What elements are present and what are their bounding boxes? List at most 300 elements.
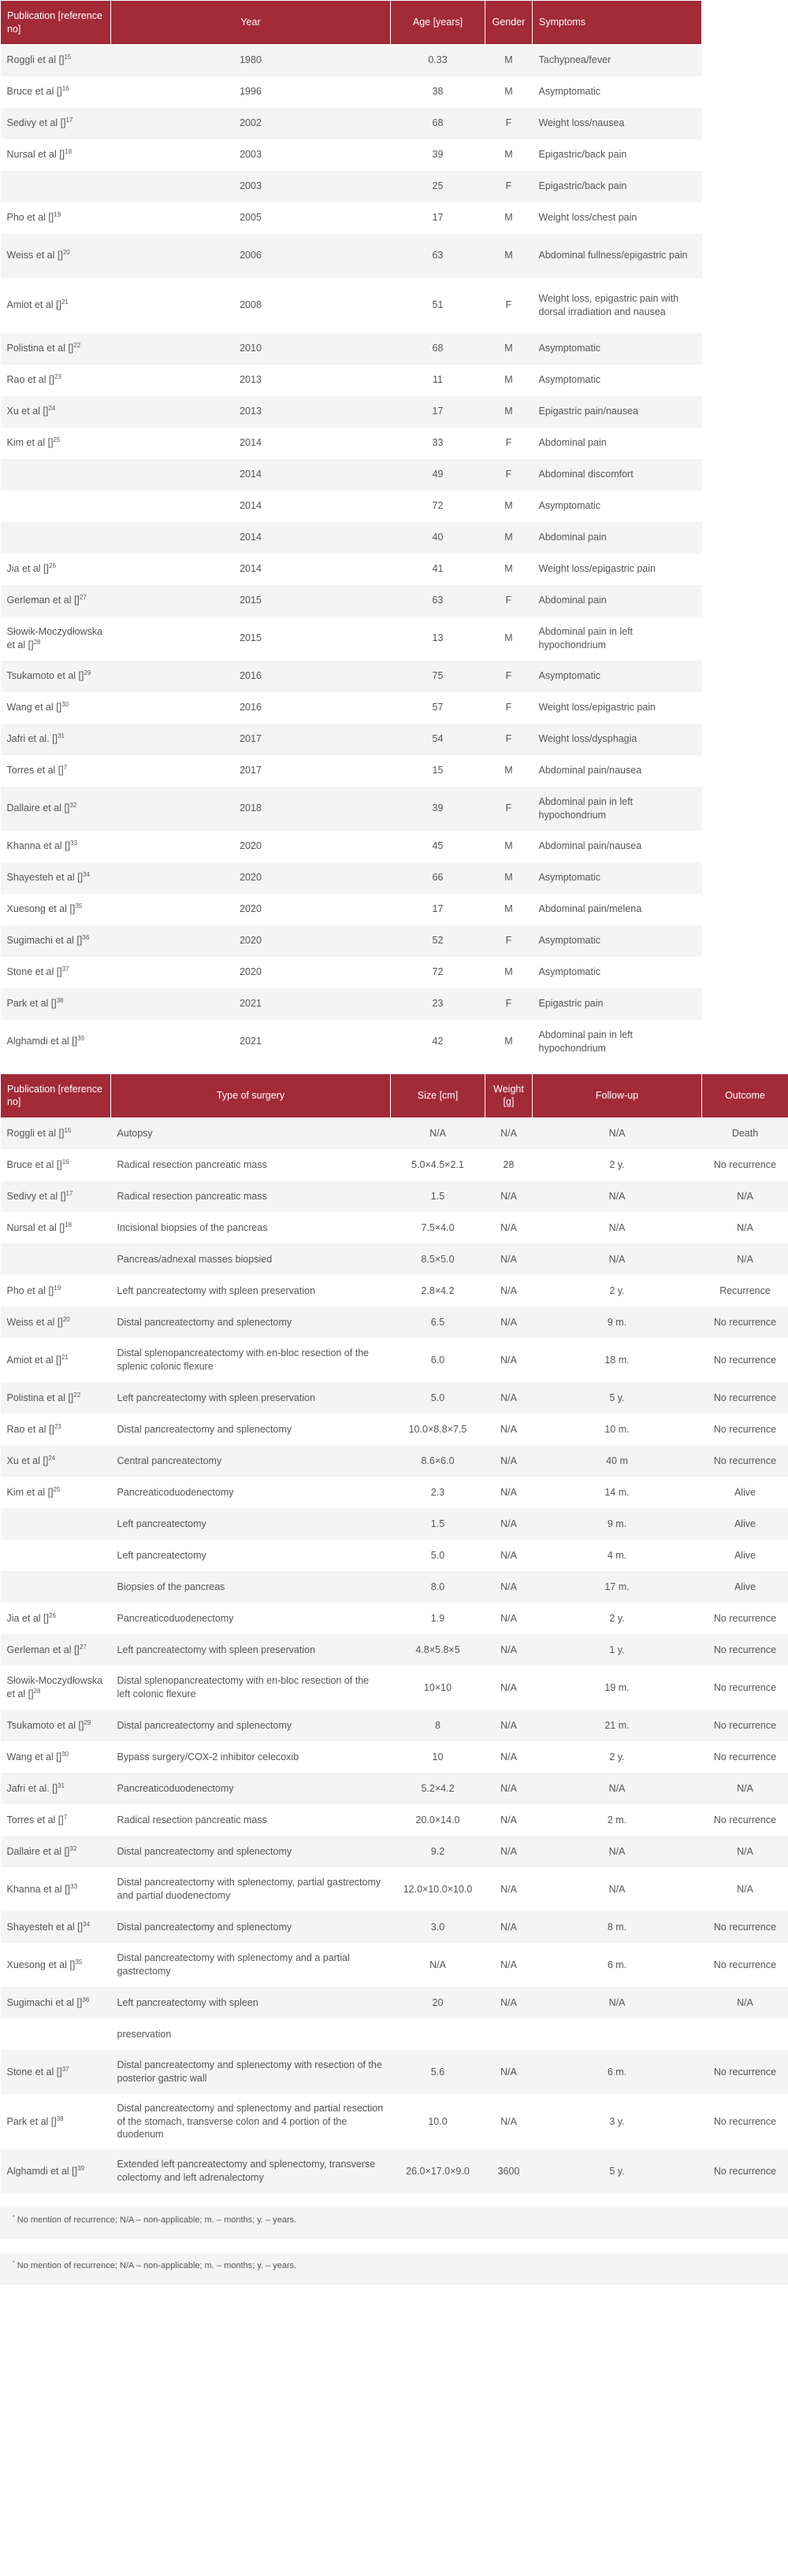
weight-cell: N/A [485, 1382, 533, 1414]
publication-cell [1, 1773, 111, 1804]
symptoms-cell: Asymptomatic [533, 862, 702, 894]
weight-cell: N/A [485, 1181, 533, 1212]
outcome-cell: No recurrence [702, 1804, 788, 1836]
gender-cell: M [485, 831, 533, 862]
publication-name: Wang et al [] [6, 702, 62, 713]
follow-up-cell: 14 m. [533, 1477, 702, 1508]
publication-cell [1, 1118, 111, 1149]
age-cell: 57 [391, 692, 485, 724]
year-cell: 2005 [111, 202, 391, 234]
reference-number: 32 [69, 1844, 77, 1852]
gender-cell: M [485, 554, 533, 585]
publication-cell [1, 1804, 111, 1836]
publication-name: Dallaire et al [] [6, 1845, 70, 1857]
outcome-cell [702, 2018, 788, 2050]
publication-cell [1, 459, 111, 491]
surgery-type-cell: Distal pancreatectomy with splenectomy, partial gastrectomy and partial duodenectomy [111, 1867, 391, 1911]
publication-cell [1, 234, 111, 278]
gender-cell: M [485, 333, 533, 365]
surgery-type-cell: Left pancreatectomy with spleen preservation [111, 1382, 391, 1414]
age-cell: 11 [391, 365, 485, 396]
outcome-cell: No recurrence [702, 1943, 788, 1987]
follow-up-cell: N/A [533, 1836, 702, 1867]
footnote-mark: * [13, 2260, 15, 2267]
outcome-cell: No recurrence [702, 1338, 788, 1382]
reference-number: 26 [49, 1611, 56, 1619]
publication-cell [1, 1477, 111, 1508]
reference-number: 28 [33, 1687, 41, 1695]
surgery-type-cell: preservation [111, 2018, 391, 2050]
publication-name: Wang et al [] [6, 1751, 62, 1762]
size-cell: 5.6 [391, 2050, 485, 2094]
publication-name: Xu et al [] [6, 1455, 49, 1466]
publication-cell [1, 1307, 111, 1338]
weight-cell: N/A [485, 2050, 533, 2094]
publication-cell [1, 1634, 111, 1666]
publication-name: Jia et al [] [6, 1612, 49, 1624]
surgery-type-cell: Distal splenopancreatectomy with en-bloc resection of the splenic colonic flexure [111, 1338, 391, 1382]
publication-cell [1, 428, 111, 459]
publication-name: Pho et al [] [6, 1284, 54, 1296]
table-row [1, 1603, 788, 1634]
follow-up-cell: 2 y. [533, 1149, 702, 1181]
publication-cell [1, 1181, 111, 1212]
table-row [1, 1911, 788, 1943]
weight-cell: N/A [485, 1212, 533, 1244]
year-cell: 2013 [111, 396, 391, 428]
gender-cell: M [485, 365, 533, 396]
surgery-type-cell: Distal pancreatectomy and splenectomy [111, 1307, 391, 1338]
symptoms-cell: Weight loss/nausea [533, 108, 702, 139]
footnote-text: No mention of recurrence; N/A – non-applicable; m. – months; y. – years. [17, 2215, 297, 2225]
follow-up-cell: 2 y. [533, 1741, 702, 1773]
year-cell: 2020 [111, 831, 391, 862]
age-cell: 72 [391, 491, 485, 522]
age-cell: 49 [391, 459, 485, 491]
publication-cell [1, 1603, 111, 1634]
reference-number: 27 [79, 593, 87, 601]
table-row [1, 724, 702, 755]
surgery-type-cell: Left pancreatectomy [111, 1540, 391, 1571]
publication-cell [1, 1020, 111, 1064]
age-cell: 75 [391, 661, 485, 692]
year-cell: 2018 [111, 787, 391, 831]
table-row [1, 617, 702, 661]
symptoms-cell: Weight loss/chest pain [533, 202, 702, 234]
publication-name: Stone et al [] [6, 2066, 62, 2077]
publication-cell [1, 1666, 111, 1710]
size-cell: 9.2 [391, 1836, 485, 1867]
size-cell: N/A [391, 1943, 485, 1987]
age-cell: 38 [391, 76, 485, 108]
age-cell: 39 [391, 139, 485, 171]
gender-cell: F [485, 428, 533, 459]
publication-cell [1, 1911, 111, 1943]
weight-cell: N/A [485, 1307, 533, 1338]
table-row [1, 522, 702, 554]
gender-cell: M [485, 755, 533, 787]
surgery-type-cell: Distal pancreatectomy and splenectomy with resection of the posterior gastric wall [111, 2050, 391, 2094]
follow-up-cell: N/A [533, 1244, 702, 1275]
follow-up-cell: 21 m. [533, 1710, 702, 1741]
reference-number: 19 [54, 210, 61, 218]
surgery-table-header [1, 1073, 788, 1118]
table-row [1, 45, 702, 76]
table-row [1, 1118, 788, 1149]
table-row [1, 76, 702, 108]
size-cell: 2.3 [391, 1477, 485, 1508]
patient-table-header [1, 1, 702, 45]
surgery-type-cell: Distal pancreatectomy and splenectomy [111, 1710, 391, 1741]
age-cell: 17 [391, 202, 485, 234]
year-cell: 2002 [111, 108, 391, 139]
table-row [1, 2050, 788, 2094]
outcome-cell: Alive [702, 1571, 788, 1603]
header-follow-up: Follow-up [533, 1073, 702, 1118]
surgery-type-cell: Pancreaticoduodenectomy [111, 1603, 391, 1634]
size-cell: 10×10 [391, 1666, 485, 1710]
size-cell: 1.5 [391, 1508, 485, 1540]
table-row [1, 988, 702, 1020]
reference-number: 34 [83, 1920, 90, 1928]
surgery-type-cell: Central pancreatectomy [111, 1445, 391, 1477]
publication-cell [1, 787, 111, 831]
publication-name: Gerleman et al [] [6, 1644, 80, 1655]
header-gender: Gender [485, 1, 533, 45]
age-cell: 40 [391, 522, 485, 554]
gender-cell: M [485, 45, 533, 76]
reference-number: 39 [77, 1034, 85, 1042]
reference-number: 25 [53, 1485, 61, 1493]
table-row [1, 2094, 788, 2149]
publication-cell [1, 1836, 111, 1867]
reference-number: 22 [73, 341, 81, 349]
size-cell: 5.0×4.5×2.1 [391, 1149, 485, 1181]
table-row [1, 1571, 788, 1603]
year-cell: 2003 [111, 139, 391, 171]
year-cell: 2010 [111, 333, 391, 365]
surgery-type-cell: Radical resection pancreatic mass [111, 1181, 391, 1212]
age-cell: 72 [391, 957, 485, 988]
publication-cell [1, 396, 111, 428]
weight-cell: N/A [485, 1987, 533, 2018]
surgery-type-cell: Biopsies of the pancreas [111, 1571, 391, 1603]
table-row [1, 1741, 788, 1773]
table-row [1, 365, 702, 396]
publication-cell [1, 692, 111, 724]
publication-cell [1, 1571, 111, 1603]
symptoms-cell: Weight loss/epigastric pain [533, 554, 702, 585]
age-cell: 45 [391, 831, 485, 862]
outcome-cell: No recurrence [702, 1382, 788, 1414]
year-cell: 2020 [111, 925, 391, 957]
size-cell: 8.5×5.0 [391, 1244, 485, 1275]
reference-number: 35 [75, 902, 83, 910]
size-cell: 10.0 [391, 2094, 485, 2149]
publication-name: Gerleman et al [] [6, 595, 80, 606]
publication-name: Słowik-Moczydłowska et al [] [6, 625, 103, 650]
follow-up-cell: 19 m. [533, 1666, 702, 1710]
publication-name: Amiot et al [] [6, 1354, 61, 1366]
publication-cell [1, 1382, 111, 1414]
outcome-cell: No recurrence [702, 1634, 788, 1666]
size-cell: N/A [391, 1118, 485, 1149]
gender-cell: F [485, 661, 533, 692]
table-row [1, 2018, 788, 2050]
outcome-cell: No recurrence [702, 1741, 788, 1773]
reference-number: 19 [54, 1284, 61, 1292]
table-row [1, 1020, 702, 1064]
follow-up-cell: 18 m. [533, 1338, 702, 1382]
symptoms-cell: Abdominal pain [533, 428, 702, 459]
publication-name: Rao et al [] [6, 1423, 54, 1435]
reference-number: 20 [62, 248, 70, 256]
publication-name: Rao et al [] [6, 374, 54, 386]
surgery-table [0, 1073, 788, 2194]
year-cell: 2020 [111, 862, 391, 894]
surgery-type-cell: Distal pancreatectomy and splenectomy [111, 1836, 391, 1867]
publication-name: Khanna et al [] [6, 1883, 71, 1895]
outcome-cell: Alive [702, 1508, 788, 1540]
outcome-cell: N/A [702, 1987, 788, 2018]
publication-name: Sugimachi et al [] [6, 935, 83, 947]
reference-number: 25 [53, 436, 61, 443]
publication-name: Polistina et al [] [6, 343, 74, 354]
weight-cell: N/A [485, 1338, 533, 1382]
publication-name: Jafri et al. [] [6, 733, 58, 745]
gender-cell: M [485, 617, 533, 661]
gender-cell: M [485, 139, 533, 171]
age-cell: 17 [391, 396, 485, 428]
symptoms-cell: Abdominal pain/nausea [533, 831, 702, 862]
age-cell: 63 [391, 234, 485, 278]
publication-cell [1, 1338, 111, 1382]
follow-up-cell: 10 m. [533, 1414, 702, 1445]
publication-name: Nursal et al [] [6, 149, 65, 161]
table-row [1, 925, 702, 957]
publication-name: Roggli et al [] [6, 54, 65, 66]
year-cell: 2014 [111, 522, 391, 554]
size-cell: 1.5 [391, 1181, 485, 1212]
symptoms-cell: Epigastric pain [533, 988, 702, 1020]
table-row [1, 1987, 788, 2018]
table-row [1, 428, 702, 459]
gender-cell: M [485, 862, 533, 894]
table-row [1, 1867, 788, 1911]
table-row [1, 491, 702, 522]
age-cell: 13 [391, 617, 485, 661]
publication-name: Amiot et al [] [6, 299, 61, 311]
table-row [1, 1275, 788, 1307]
weight-cell: N/A [485, 1867, 533, 1911]
outcome-cell: N/A [702, 1244, 788, 1275]
year-cell: 2003 [111, 171, 391, 202]
header-size: Size [cm] [391, 1073, 485, 1118]
gender-cell: F [485, 724, 533, 755]
publication-name: Kim et al [] [6, 1486, 54, 1498]
surgery-type-cell: Distal pancreatectomy and splenectomy [111, 1911, 391, 1943]
publication-name: Xuesong et al [] [6, 903, 76, 915]
surgery-type-cell: Pancreaticoduodenectomy [111, 1477, 391, 1508]
publication-cell [1, 108, 111, 139]
surgery-type-cell: Left pancreatectomy with spleen [111, 1987, 391, 2018]
year-cell: 2006 [111, 234, 391, 278]
table-row [1, 1149, 788, 1181]
reference-number: 33 [70, 839, 78, 847]
age-cell: 33 [391, 428, 485, 459]
publication-cell [1, 1741, 111, 1773]
table-row [1, 1773, 788, 1804]
symptoms-cell: Asymptomatic [533, 661, 702, 692]
size-cell: 6.0 [391, 1338, 485, 1382]
weight-cell: N/A [485, 1540, 533, 1571]
publication-cell [1, 724, 111, 755]
weight-cell: 3600 [485, 2149, 533, 2193]
follow-up-cell: 2 y. [533, 1275, 702, 1307]
size-cell: 26.0×17.0×9.0 [391, 2149, 485, 2193]
weight-cell: N/A [485, 1943, 533, 1987]
publication-name: Park et al [] [6, 2115, 57, 2127]
symptoms-cell: Weight loss, epigastric pain with dorsal irradiation and nausea [533, 278, 702, 333]
symptoms-cell: Asymptomatic [533, 76, 702, 108]
surgery-type-cell: Distal pancreatectomy with splenectomy and a partial gastrectomy [111, 1943, 391, 1987]
size-cell: 5.0 [391, 1540, 485, 1571]
header-age: Age [years] [391, 1, 485, 45]
publication-cell [1, 76, 111, 108]
surgery-type-cell: Bypass surgery/COX-2 inhibitor celecoxib [111, 1741, 391, 1773]
publication-name: Torres et al [] [6, 1814, 64, 1825]
age-cell: 68 [391, 333, 485, 365]
symptoms-cell: Asymptomatic [533, 491, 702, 522]
publication-name: Stone et al [] [6, 966, 62, 978]
weight-cell: N/A [485, 1414, 533, 1445]
table-row [1, 1307, 788, 1338]
publication-name: Alghamdi et al [] [6, 1036, 78, 1047]
table-row [1, 396, 702, 428]
table-row [1, 692, 702, 724]
reference-number: 17 [65, 1189, 73, 1197]
size-cell: 12.0×10.0×10.0 [391, 1867, 485, 1911]
header-outcome: Outcome [702, 1073, 788, 1118]
table-row [1, 1338, 788, 1382]
age-cell: 66 [391, 862, 485, 894]
publication-cell [1, 2149, 111, 2193]
table-row [1, 894, 702, 925]
outcome-cell: Alive [702, 1540, 788, 1571]
size-cell: 1.9 [391, 1603, 485, 1634]
follow-up-cell: 1 y. [533, 1634, 702, 1666]
weight-cell: N/A [485, 1666, 533, 1710]
follow-up-cell: 17 m. [533, 1571, 702, 1603]
table-row [1, 957, 702, 988]
year-cell: 2013 [111, 365, 391, 396]
gender-cell: M [485, 202, 533, 234]
age-cell: 68 [391, 108, 485, 139]
weight-cell: N/A [485, 1804, 533, 1836]
header-surgery-type: Type of surgery [111, 1073, 391, 1118]
size-cell: 2.8×4.2 [391, 1275, 485, 1307]
surgery-type-cell: Radical resection pancreatic mass [111, 1804, 391, 1836]
table-row [1, 1540, 788, 1571]
publication-name: Tsukamoto et al [] [6, 1719, 84, 1731]
reference-number: 24 [48, 404, 56, 412]
weight-cell: N/A [485, 1244, 533, 1275]
follow-up-cell: 2 m. [533, 1804, 702, 1836]
gender-cell: M [485, 234, 533, 278]
publication-name: Torres et al [] [6, 765, 64, 777]
follow-up-cell: 5 y. [533, 1382, 702, 1414]
size-cell: 5.0 [391, 1382, 485, 1414]
follow-up-cell: N/A [533, 1118, 702, 1149]
follow-up-cell: N/A [533, 1867, 702, 1911]
year-cell: 2014 [111, 491, 391, 522]
reference-number: 21 [61, 1353, 69, 1361]
reference-number: 37 [61, 965, 69, 973]
size-cell: 5.2×4.2 [391, 1773, 485, 1804]
publication-cell [1, 554, 111, 585]
symptoms-cell: Abdominal discomfort [533, 459, 702, 491]
publication-cell [1, 2018, 111, 2050]
gender-cell: M [485, 396, 533, 428]
table-row [1, 1508, 788, 1540]
follow-up-cell: N/A [533, 1987, 702, 2018]
follow-up-cell: 9 m. [533, 1307, 702, 1338]
publication-cell [1, 1244, 111, 1275]
publication-cell [1, 1710, 111, 1741]
reference-number: 7 [63, 1813, 68, 1821]
follow-up-cell: 3 y. [533, 2094, 702, 2149]
table-row [1, 1666, 788, 1710]
year-cell: 2014 [111, 554, 391, 585]
reference-number: 15 [64, 1126, 72, 1134]
surgery-type-cell: Pancreaticoduodenectomy [111, 1773, 391, 1804]
year-cell: 2015 [111, 585, 391, 617]
publication-cell [1, 1414, 111, 1445]
surgery-type-cell: Left pancreatectomy with spleen preservation [111, 1634, 391, 1666]
gender-cell: M [485, 1020, 533, 1064]
table-row [1, 234, 702, 278]
table-row [1, 333, 702, 365]
publication-cell [1, 755, 111, 787]
publication-name: Jia et al [] [6, 563, 49, 575]
header-publication: Publication [reference no] [1, 1, 111, 45]
year-cell: 1980 [111, 45, 391, 76]
footnote [0, 2207, 788, 2239]
reference-number: 21 [61, 298, 69, 306]
table-row [1, 1445, 788, 1477]
outcome-cell: Alive [702, 1477, 788, 1508]
table-row [1, 755, 702, 787]
follow-up-cell: N/A [533, 1773, 702, 1804]
table-row [1, 171, 702, 202]
reference-number: 39 [77, 2164, 85, 2172]
outcome-cell: No recurrence [702, 1911, 788, 1943]
publication-name: Polistina et al [] [6, 1392, 74, 1403]
weight-cell: N/A [485, 2094, 533, 2149]
publication-name: Shayesteh et al [] [6, 872, 84, 884]
publication-cell [1, 1867, 111, 1911]
table-row [1, 139, 702, 171]
reference-number: 34 [83, 870, 90, 878]
outcome-cell: N/A [702, 1773, 788, 1804]
symptoms-cell: Abdominal pain/melena [533, 894, 702, 925]
outcome-cell: Death [702, 1118, 788, 1149]
outcome-cell: Recurrence [702, 1275, 788, 1307]
follow-up-cell: N/A [533, 1181, 702, 1212]
publication-name: Roggli et al [] [6, 1127, 65, 1139]
gender-cell: F [485, 459, 533, 491]
publication-name: Xu et al [] [6, 406, 49, 417]
